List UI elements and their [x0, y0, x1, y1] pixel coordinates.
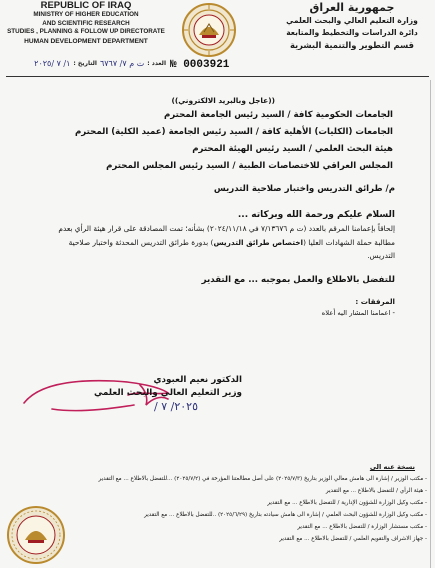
- cc-item: - مكتب وكيل الوزارة للشؤون البحث العلمي / إشارة الى هامش سيادته بتاريخ (٢٠٢٥/٦/٢٩) ..للتفضل بالاطلاع ... مع التقدير: [144, 512, 427, 518]
- body-paragraph: [43, 222, 395, 263]
- date-value: ١/ ٧ /٢٠٢٥: [34, 58, 71, 68]
- signatory-title: وزير التعليم العالي والبحث العلمي: [93, 388, 242, 398]
- cc-item: - مكتب مستشار الوزارة / للتفضل بالاطلاع ... مع التقدير: [297, 524, 427, 530]
- closing-line: للتفضل بالاطلاع والعمل بموجبه ... مع التقدير: [201, 275, 395, 285]
- ref-value: ت م ٧/ ٦٧٦٧: [99, 58, 145, 68]
- recipient-line: المجلس العراقي للاختصاصات الطبية / السيد رئيس المجلس المحترم: [106, 161, 393, 171]
- recipient-line: الجامعات الحكومية كافة / السيد رئيس الجامعة المحترم: [163, 110, 393, 120]
- header-ar-line: جمهورية العراق: [309, 1, 395, 14]
- scan-edge: [430, 80, 431, 568]
- ministry-emblem-icon: [181, 2, 237, 58]
- salutation: السلام عليكم ورحمة الله وبركاته ...: [237, 210, 395, 220]
- date-label: التاريخ :: [73, 59, 97, 67]
- body-text: ) بدورة طرائق التدريس المحدثة واختبار صلاحية التدريس.: [68, 237, 395, 260]
- urgent-note: ((عاجل وبالبريد الالكتروني)): [171, 96, 275, 105]
- signatory-name: الدكتور نعيم العبودي: [153, 375, 242, 385]
- subject-line: م/ طرائق التدريس واختبار صلاحية التدريس: [213, 184, 395, 194]
- header-en-line: STUDIES , PLANNING & FOLLOW UP DIRECTORATE: [7, 28, 165, 36]
- header-en-line: MINISTRY OF HIGHER EDUCATION: [33, 11, 139, 18]
- body-text: إلحاقاً بإعمامنا المرقم بالعدد (ت م ٧/١٣٦٧٦ في ٢٠٢٤/١١/١٨) بشأنه؛ تمت المصادقة على قرار هيئة الرأي بعدم مطالبة حملة الشهادات العليا (: [58, 224, 395, 247]
- header-arabic: [277, 1, 427, 51]
- header-ar-line: قسم التطوير والتنمية البشرية: [289, 40, 415, 50]
- reference-line: [6, 56, 166, 70]
- header-divider: [6, 76, 429, 77]
- attachments-label: المرفقات :: [355, 297, 395, 306]
- header-english: [6, 1, 166, 46]
- recipient-line: هيئة البحث العلمي / السيد رئيس الهيئة المحترم: [192, 144, 393, 154]
- attachment-item: - اعمامنا المشار اليه أعلاه: [321, 309, 395, 317]
- ministry-stamp-icon: [4, 504, 68, 566]
- recipient-line: الجامعات (الكليات) الأهلية كافة / السيد رئيس الجامعة (عميد الكلية) المحترم: [74, 127, 393, 137]
- header-en-line: AND SCIENTIFIC RESEARCH: [42, 19, 130, 27]
- cc-label: نسخة عنه الى: [369, 463, 415, 471]
- header-en-line: HUMAN DEVELOPMENT DEPARTMENT: [24, 37, 148, 45]
- body-emphasis: اختصاص طرائق التدريس: [213, 237, 304, 247]
- ref-label: العدد :: [147, 59, 166, 67]
- header-ar-line: دائرة الدراسات والتخطيط والمتابعة: [286, 28, 418, 37]
- cc-item: - مكتب وكيل الوزارة للشؤون الإدارية / للتفضل بالاطلاع ... مع التقدير: [267, 500, 427, 506]
- cc-item: - جهاز الاشراف والتقويم العلمي / للتفضل بالاطلاع ... مع التقدير: [279, 536, 427, 542]
- signature-date: ٢٠٢٥/ ٧ /: [154, 400, 198, 413]
- header-ar-line: وزارة التعليم العالي والبحث العلمي: [286, 16, 418, 25]
- header-en-line: REPUBLIC OF IRAQ: [40, 0, 132, 11]
- serial-number: № 0003921: [170, 59, 230, 71]
- cc-item: - مكتب الوزير / إشارة الى هامش معالي الوزير بتاريخ (٢٠٢٥/٧/٣) على أصل مطالعتنا المؤرخة في (٢٠٢٥/٧/٢) ...للتفضل بالاطلاع ... مع التقدير: [98, 476, 427, 482]
- cc-item: - هيئة الرأي / للتفضل بالاطلاع ... مع التقدير: [325, 488, 427, 494]
- signature-block: [92, 374, 242, 413]
